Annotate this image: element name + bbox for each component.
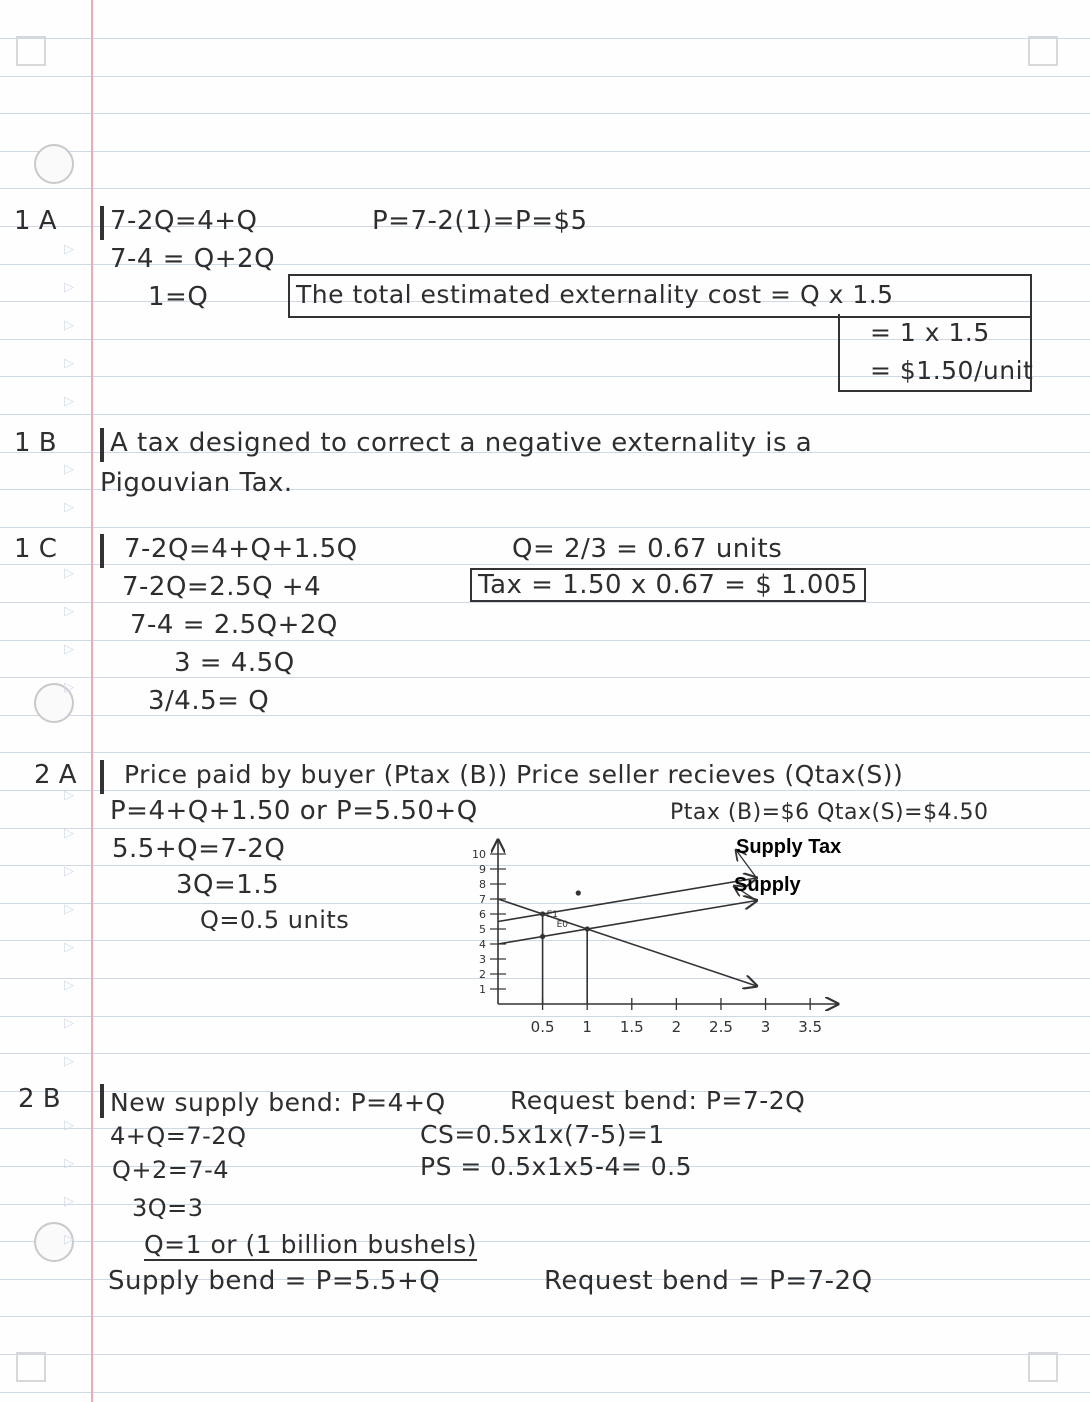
q1a-box-line2: = 1 x 1.5 — [870, 318, 990, 347]
margin-triangle-mark: ▷ — [64, 280, 74, 295]
margin-triangle-mark: ▷ — [64, 864, 74, 879]
ruled-line — [0, 113, 1090, 114]
ruled-line — [0, 1053, 1090, 1054]
q1a-line3: 1=Q — [148, 282, 209, 312]
q1a-box-line1: The total estimated externality cost = Q x 1.5 — [296, 280, 894, 309]
ruled-line — [0, 414, 1090, 415]
margin-triangle-mark: ▷ — [64, 1232, 74, 1247]
legend-supply: Supply — [734, 874, 801, 896]
margin-triangle-mark: ▷ — [64, 604, 74, 619]
series-line-demand — [498, 899, 757, 986]
q1b-line1: A tax designed to correct a negative externality is a — [110, 428, 813, 458]
margin-line — [91, 0, 93, 1402]
corner-mark-bottom-left — [16, 1352, 46, 1382]
q2a-line5: Q=0.5 units — [200, 906, 350, 934]
q2b-line4: 3Q=3 — [132, 1194, 204, 1222]
margin-triangle-mark: ▷ — [64, 394, 74, 409]
margin-triangle-mark: ▷ — [64, 1156, 74, 1171]
y-tick-label: 6 — [479, 908, 486, 921]
ruled-line — [0, 640, 1090, 641]
y-tick-label: 4 — [479, 938, 486, 951]
q1b-label: 1 B — [14, 428, 57, 458]
corner-mark-bottom-right — [1028, 1352, 1058, 1382]
margin-triangle-mark: ▷ — [64, 1016, 74, 1031]
ruled-line — [0, 38, 1090, 39]
q1a-line1: 7-2Q=4+Q — [110, 206, 258, 236]
series-line-supply — [498, 901, 757, 945]
q1a-label: 1 A — [14, 206, 57, 236]
point-marker — [585, 926, 590, 931]
margin-triangle-mark: ▷ — [64, 642, 74, 657]
x-tick-label: 2.5 — [709, 1018, 733, 1036]
q2b-demand: Request bend: P=7-2Q — [510, 1086, 806, 1115]
equilibrium-annotation: E0 — [556, 920, 569, 930]
q2a-label: 2 A — [34, 760, 77, 790]
q1c-bar — [100, 534, 104, 568]
margin-triangle-mark: ▷ — [64, 826, 74, 841]
q2b-line1: New supply bend: P=4+Q — [110, 1088, 446, 1117]
q2b-line6: Supply bend = P=5.5+Q — [108, 1266, 441, 1296]
ruled-line — [0, 188, 1090, 189]
y-tick-label: 1 — [479, 983, 486, 996]
q2a-line2: P=4+Q+1.50 or P=5.50+Q — [110, 796, 478, 826]
ruled-line — [0, 527, 1090, 528]
ruled-line — [0, 790, 1090, 791]
point-marker — [540, 934, 545, 939]
q1c-tax-box: Tax = 1.50 x 0.67 = $ 1.005 — [470, 568, 866, 602]
ruled-line — [0, 1392, 1090, 1393]
point-marker — [576, 890, 581, 895]
margin-triangle-mark: ▷ — [64, 462, 74, 477]
q1c-line3: 7-4 = 2.5Q+2Q — [130, 610, 338, 640]
q1c-line2: 7-2Q=2.5Q +4 — [122, 572, 322, 602]
q1c-q-value: Q= 2/3 = 0.67 units — [512, 534, 783, 564]
legend-supply-tax: Supply Tax — [736, 836, 842, 858]
corner-mark-top-right — [1028, 36, 1058, 66]
y-tick-label: 8 — [479, 878, 486, 891]
q2b-line2: 4+Q=7-2Q — [110, 1122, 247, 1150]
x-tick-label: 0.5 — [530, 1018, 555, 1036]
q2a-tax-prices: Ptax (B)=$6 Qtax(S)=$4.50 — [670, 800, 989, 825]
y-tick-label: 5 — [479, 923, 486, 936]
ruled-line — [0, 151, 1090, 152]
q2a-line4: 3Q=1.5 — [176, 870, 280, 900]
margin-triangle-mark: ▷ — [64, 500, 74, 515]
ruled-line — [0, 1316, 1090, 1317]
ruled-line — [0, 677, 1090, 678]
y-tick-label: 7 — [479, 893, 486, 906]
y-tick-label: 2 — [479, 968, 486, 981]
q2b-consumer-surplus: CS=0.5x1x(7-5)=1 — [420, 1120, 665, 1149]
q1c-line1: 7-2Q=4+Q+1.5Q — [124, 534, 358, 564]
y-tick-label: 10 — [472, 848, 486, 861]
ruled-line — [0, 602, 1090, 603]
x-tick-label: 3 — [760, 1018, 771, 1036]
y-tick-label: 3 — [479, 953, 486, 966]
q1a-box-line3: = $1.50/unit — [870, 356, 1034, 385]
punch-hole-top — [34, 144, 74, 184]
ruled-line — [0, 1354, 1090, 1355]
q2a-line1: Price paid by buyer (Ptax (B)) Price seller recieves (Qtax(S)) — [124, 760, 904, 789]
ruled-line — [0, 564, 1090, 565]
ruled-line — [0, 752, 1090, 753]
margin-triangle-mark: ▷ — [64, 242, 74, 257]
q2a-bar — [100, 760, 104, 794]
equilibrium-annotation: E1 — [546, 910, 559, 920]
q2b-label: 2 B — [18, 1084, 61, 1114]
q2a-line3: 5.5+Q=7-2Q — [112, 834, 286, 864]
q1a-bar — [100, 206, 104, 240]
q2b-line5: Q=1 or (1 billion bushels) — [144, 1230, 478, 1259]
margin-triangle-mark: ▷ — [64, 788, 74, 803]
corner-mark-top-left — [16, 36, 46, 66]
x-tick-label: 2 — [671, 1018, 682, 1036]
margin-triangle-mark: ▷ — [64, 902, 74, 917]
q1a-price: P=7-2(1)=P=$5 — [372, 206, 588, 236]
margin-triangle-mark: ▷ — [64, 680, 74, 695]
q1b-line2: Pigouvian Tax. — [100, 468, 293, 498]
margin-triangle-mark: ▷ — [64, 318, 74, 333]
y-tick-label: 9 — [479, 863, 486, 876]
margin-triangle-mark: ▷ — [64, 1054, 74, 1069]
margin-triangle-mark: ▷ — [64, 566, 74, 581]
ruled-line — [0, 828, 1090, 829]
supply-demand-sketch-chart — [456, 836, 916, 1046]
x-tick-label: 3.5 — [798, 1018, 823, 1036]
q1a-line2: 7-4 = Q+2Q — [110, 244, 276, 274]
margin-triangle-mark: ▷ — [64, 356, 74, 371]
q2b-bar — [100, 1084, 104, 1118]
q1b-bar — [100, 428, 104, 462]
margin-triangle-mark: ▷ — [64, 940, 74, 955]
ruled-line — [0, 76, 1090, 77]
x-tick-label: 1 — [582, 1018, 592, 1036]
x-tick-label: 1.5 — [619, 1018, 644, 1036]
q2b-line6b: Request bend = P=7-2Q — [544, 1266, 873, 1296]
q1c-label: 1 C — [14, 534, 57, 564]
q1c-line5: 3/4.5= Q — [148, 686, 270, 716]
margin-triangle-mark: ▷ — [64, 1194, 74, 1209]
margin-triangle-mark: ▷ — [64, 978, 74, 993]
q2b-line3: Q+2=7-4 — [112, 1156, 230, 1184]
point-marker — [540, 911, 545, 916]
q2b-producer-surplus: PS = 0.5x1x5-4= 0.5 — [420, 1152, 693, 1181]
margin-triangle-mark: ▷ — [64, 1118, 74, 1133]
series-line-supply-tax — [498, 878, 757, 922]
q1c-line4: 3 = 4.5Q — [174, 648, 295, 678]
